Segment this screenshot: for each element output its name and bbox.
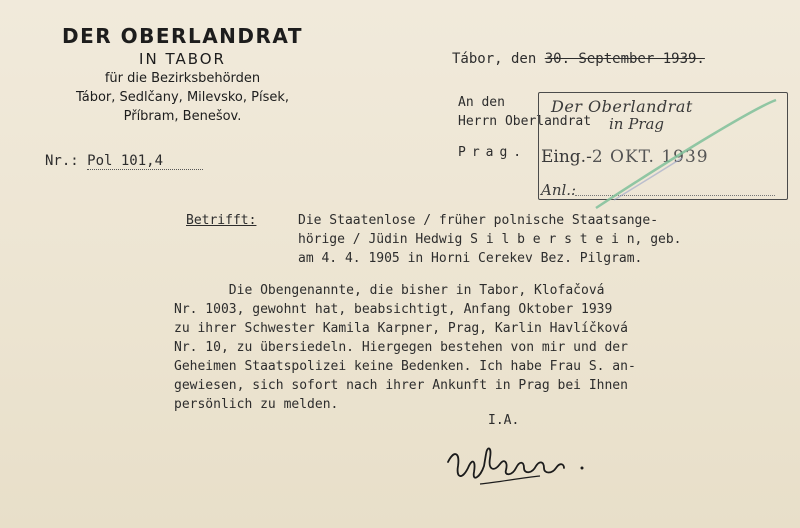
body-line: Nr. 10, zu übersiedeln. Hiergegen bestehen von mir und der (174, 340, 628, 355)
body-line: Nr. 1003, gewohnt hat, beabsichtigt, Anfang Oktober 1939 (174, 302, 613, 317)
date-value: 30. September 1939. (544, 51, 705, 67)
recipient-line: Herrn Oberlandrat (458, 114, 592, 129)
reference-label: Nr.: (45, 153, 88, 169)
stamp-attachments: Anl.: (541, 181, 577, 199)
reference-value: Pol 101,4 (87, 153, 203, 170)
handwritten-signature (440, 432, 610, 492)
body-line: zu ihrer Schwester Kamila Karpner, Prag, Karlin Havlíčková (174, 321, 628, 336)
green-pencil-mark (590, 96, 780, 216)
letterhead-title: DER OBERLANDRAT (62, 24, 303, 48)
subject-line: am 4. 4. 1905 in Horni Cerekev Bez. Pilgram. (298, 251, 643, 266)
subject-line: Die Staatenlose / früher polnische Staatsange- (298, 213, 659, 228)
stamp-city: in Prag (609, 115, 665, 133)
date-line (452, 50, 705, 68)
reference-number (45, 152, 203, 170)
closing-ia: I.A. (488, 413, 520, 428)
body-line: gewiesen, sich sofort nach ihrer Ankunft in Prag bei Ihnen (174, 378, 628, 393)
letterhead-line: für die Bezirksbehörden (104, 71, 261, 86)
subject-line: hörige / Jüdin Hedwig S i l b e r s t e i n, geb. (298, 232, 682, 247)
stamp-received-label: Eing.- (541, 147, 592, 167)
body-line: Geheimen Staatspolizei keine Bedenken. Ich habe Frau S. an- (174, 359, 636, 374)
letterhead-line: Tábor, Sedlčany, Milevsko, Písek, (75, 90, 290, 105)
date-prefix: Tábor, den (452, 51, 545, 67)
recipient-line: Prag. (458, 145, 528, 160)
letterhead-subtitle: IN TABOR (139, 50, 226, 68)
body-line: Die Obengenannte, die bisher in Tabor, Klofačová (174, 283, 605, 298)
subject-label: Betrifft: (186, 213, 257, 228)
body-line: persönlich zu melden. (174, 397, 339, 412)
letterhead-line: Příbram, Benešov. (123, 109, 242, 124)
stamp-received-date: 2 OKT. 1939 (591, 147, 709, 167)
letterhead (40, 24, 325, 126)
stamp-office: Der Oberlandrat (551, 97, 693, 116)
recipient-line: An den (458, 95, 505, 110)
